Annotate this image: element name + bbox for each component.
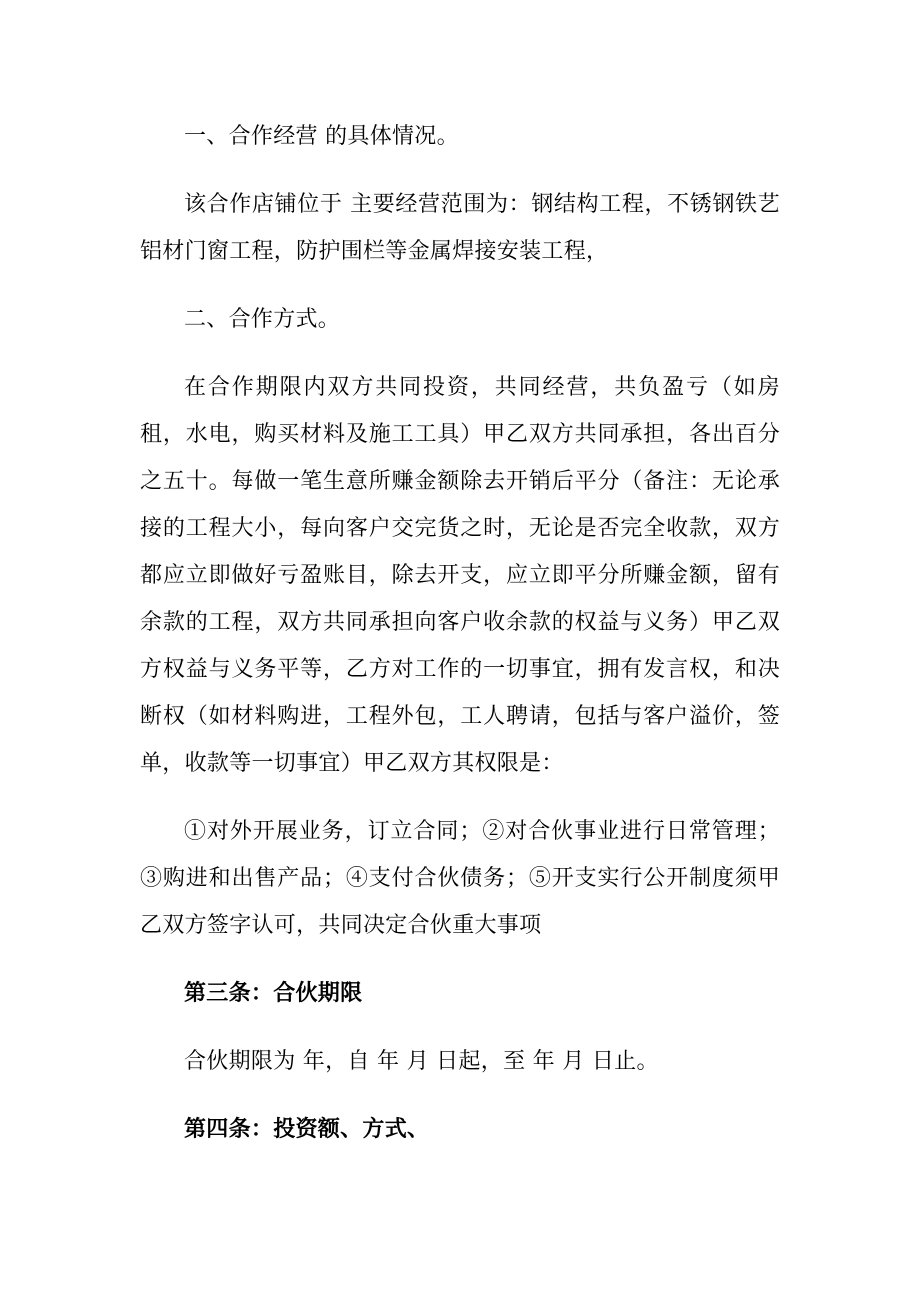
article-heading-term: 第三条：合伙期限 <box>184 980 363 1006</box>
paragraph-term-dates: 合伙期限为 年，自 年 月 日起，至 年 月 日止。 <box>184 1049 659 1074</box>
paragraph-store-scope: 该合作店铺位于 主要经营范围为：钢结构工程，不锈钢铁艺铝材门窗工程，防护围栏等金属焊接安装工程， <box>140 192 780 264</box>
paragraph-cooperation-terms: 在合作期限内双方共同投资，共同经营，共负盈亏（如房租，水电，购买材料及施工工具）甲乙双方共同承担，各出百分之五十。每做一笔生意所赚金额除去开销后平分（备注：无论承接的工程大小，每向客户交完货之时，无论是否完全收款，双方都应立即做好亏盈账目，除去开支，应立即平分所赚金额，留有余款的工程，双方共同承担向客户收余款的权益与义务）甲乙双方权益与义务平等，乙方对工作的一切事宜，拥有发言权，和决断权（如材料购进，工程外包，工人聘请，包括与客户溢价，签单，收款等一切事宜）甲乙双方其权限是： <box>140 375 780 776</box>
section-heading-cooperation-method: 二、合作方式。 <box>184 307 341 332</box>
article-heading-investment: 第四条：投资额、方式、 <box>184 1116 430 1142</box>
document-body <box>140 113 780 1174</box>
paragraph-authority-list: ①对外开展业务，订立合同；②对合伙事业进行日常管理；③购进和出售产品；④支付合伙债务；⑤开支实行公开制度须甲乙双方签字认可，共同决定合伙重大事项 <box>140 819 780 938</box>
section-heading-cooperation: 一、合作经营 的具体情况。 <box>184 124 459 149</box>
